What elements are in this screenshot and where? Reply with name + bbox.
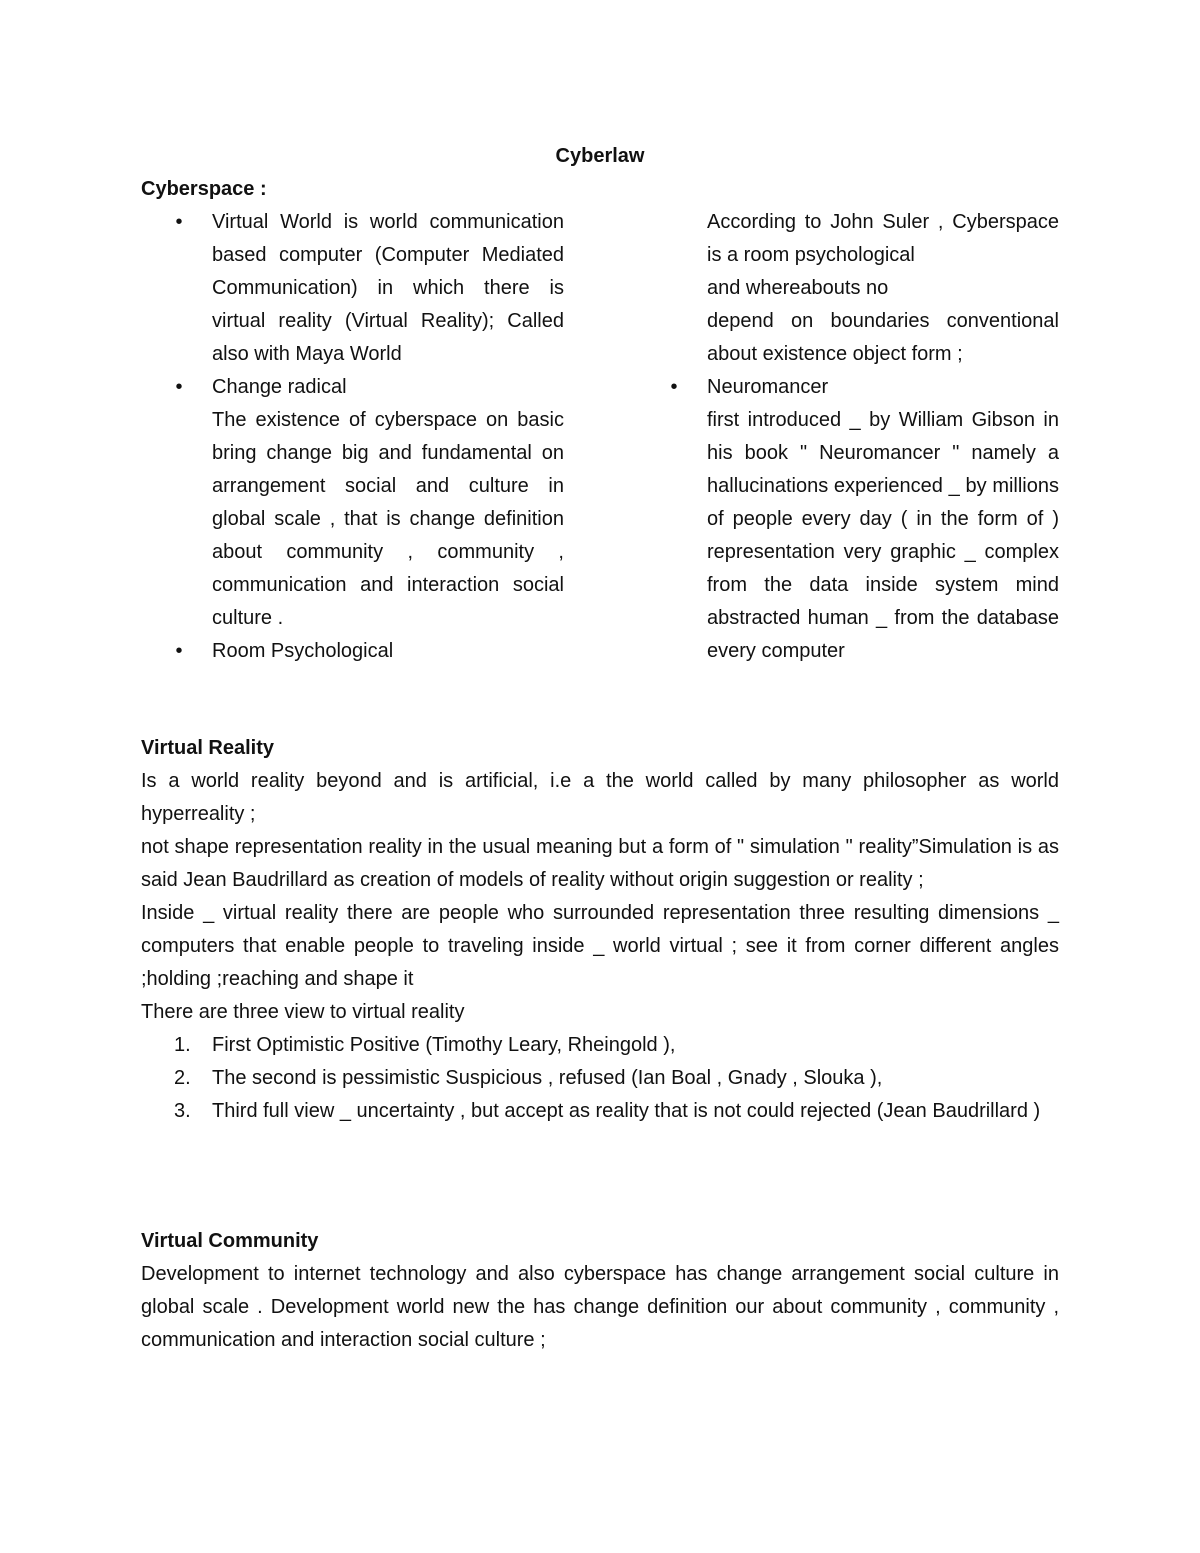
list-item xyxy=(172,635,564,668)
document-title: Cyberlaw xyxy=(555,145,645,167)
bullet-icon: • xyxy=(175,376,183,398)
list-number: 2. xyxy=(174,1067,191,1089)
bullet-icon: • xyxy=(670,376,678,398)
virtual-community-section xyxy=(141,1225,1059,1357)
list-item-heading: Change radical xyxy=(212,376,347,398)
list-item-text: Third full view _ uncertainty , but accept as reality that is not could rejected (Jean Baudrillard ) xyxy=(212,1100,1041,1122)
paragraph: There are three view to virtual reality xyxy=(141,1001,465,1023)
list-item xyxy=(141,1062,1059,1095)
suler-text-1: According to John Suler , Cyberspace is a room psychological xyxy=(707,211,1059,266)
virtual-community-heading: Virtual Community xyxy=(141,1230,319,1252)
list-number: 3. xyxy=(174,1100,191,1122)
list-item-text: The second is pessimistic Suspicious , refused (Ian Boal , Gnady , Slouka ), xyxy=(212,1067,883,1089)
cyberspace-heading: Cyberspace : xyxy=(141,178,267,200)
list-item-text: first introduced _ by William Gibson in his book " Neuromancer " namely a hallucinations experienced _ by millions of people every day ( in the form of ) representation very graphic _ complex from the data inside system mind abstracted human _ from the database every computer xyxy=(707,409,1059,662)
suler-text-3: depend on boundaries conventional about existence object form ; xyxy=(707,310,1059,365)
list-item xyxy=(172,371,564,635)
virtual-reality-heading: Virtual Reality xyxy=(141,737,275,759)
list-item xyxy=(141,1095,1059,1128)
paragraph: not shape representation reality in the usual meaning but a form of " simulation " reality”Simulation is as said Jean Baudrillard as creation of models of reality without origin suggestion or reality ; xyxy=(141,836,1059,891)
list-item-text: The existence of cyberspace on basic bring change big and fundamental on arrangement social and culture in global scale , that is change definition about community , community , communication and interaction social culture . xyxy=(212,409,564,629)
list-item xyxy=(141,1029,1059,1062)
list-item-heading: Neuromancer xyxy=(707,376,829,398)
virtual-reality-section xyxy=(141,732,1059,1128)
cyberspace-right-column xyxy=(667,206,1059,668)
paragraph: Development to internet technology and also cyberspace has change arrangement social culture in global scale . Development world new the has change definition our about community , community , communication and interaction social culture ; xyxy=(141,1263,1059,1351)
cyberspace-left-column xyxy=(172,206,564,668)
bullet-icon: • xyxy=(175,211,183,233)
paragraph: Inside _ virtual reality there are people who surrounded representation three resulting dimensions _ computers that enable people to traveling inside _ world virtual ; see it from corner different angles ;holding ;reaching and shape it xyxy=(141,902,1059,990)
bullet-icon: • xyxy=(175,640,183,662)
list-item-continuation xyxy=(667,206,1059,371)
views-list xyxy=(141,1029,1059,1128)
list-item xyxy=(172,206,564,371)
list-item xyxy=(667,371,1059,668)
list-number: 1. xyxy=(174,1034,191,1056)
suler-text-2: and whereabouts no xyxy=(707,277,889,299)
list-item-text: Virtual World is world communication based computer (Computer Mediated Communication) in which there is virtual reality (Virtual Reality); Called also with Maya World xyxy=(212,211,564,365)
list-item-text: Room Psychological xyxy=(212,640,394,662)
list-item-text: First Optimistic Positive (Timothy Leary, Rheingold ), xyxy=(212,1034,676,1056)
paragraph: Is a world reality beyond and is artificial, i.e a the world called by many philosopher as world hyperreality ; xyxy=(141,770,1059,825)
